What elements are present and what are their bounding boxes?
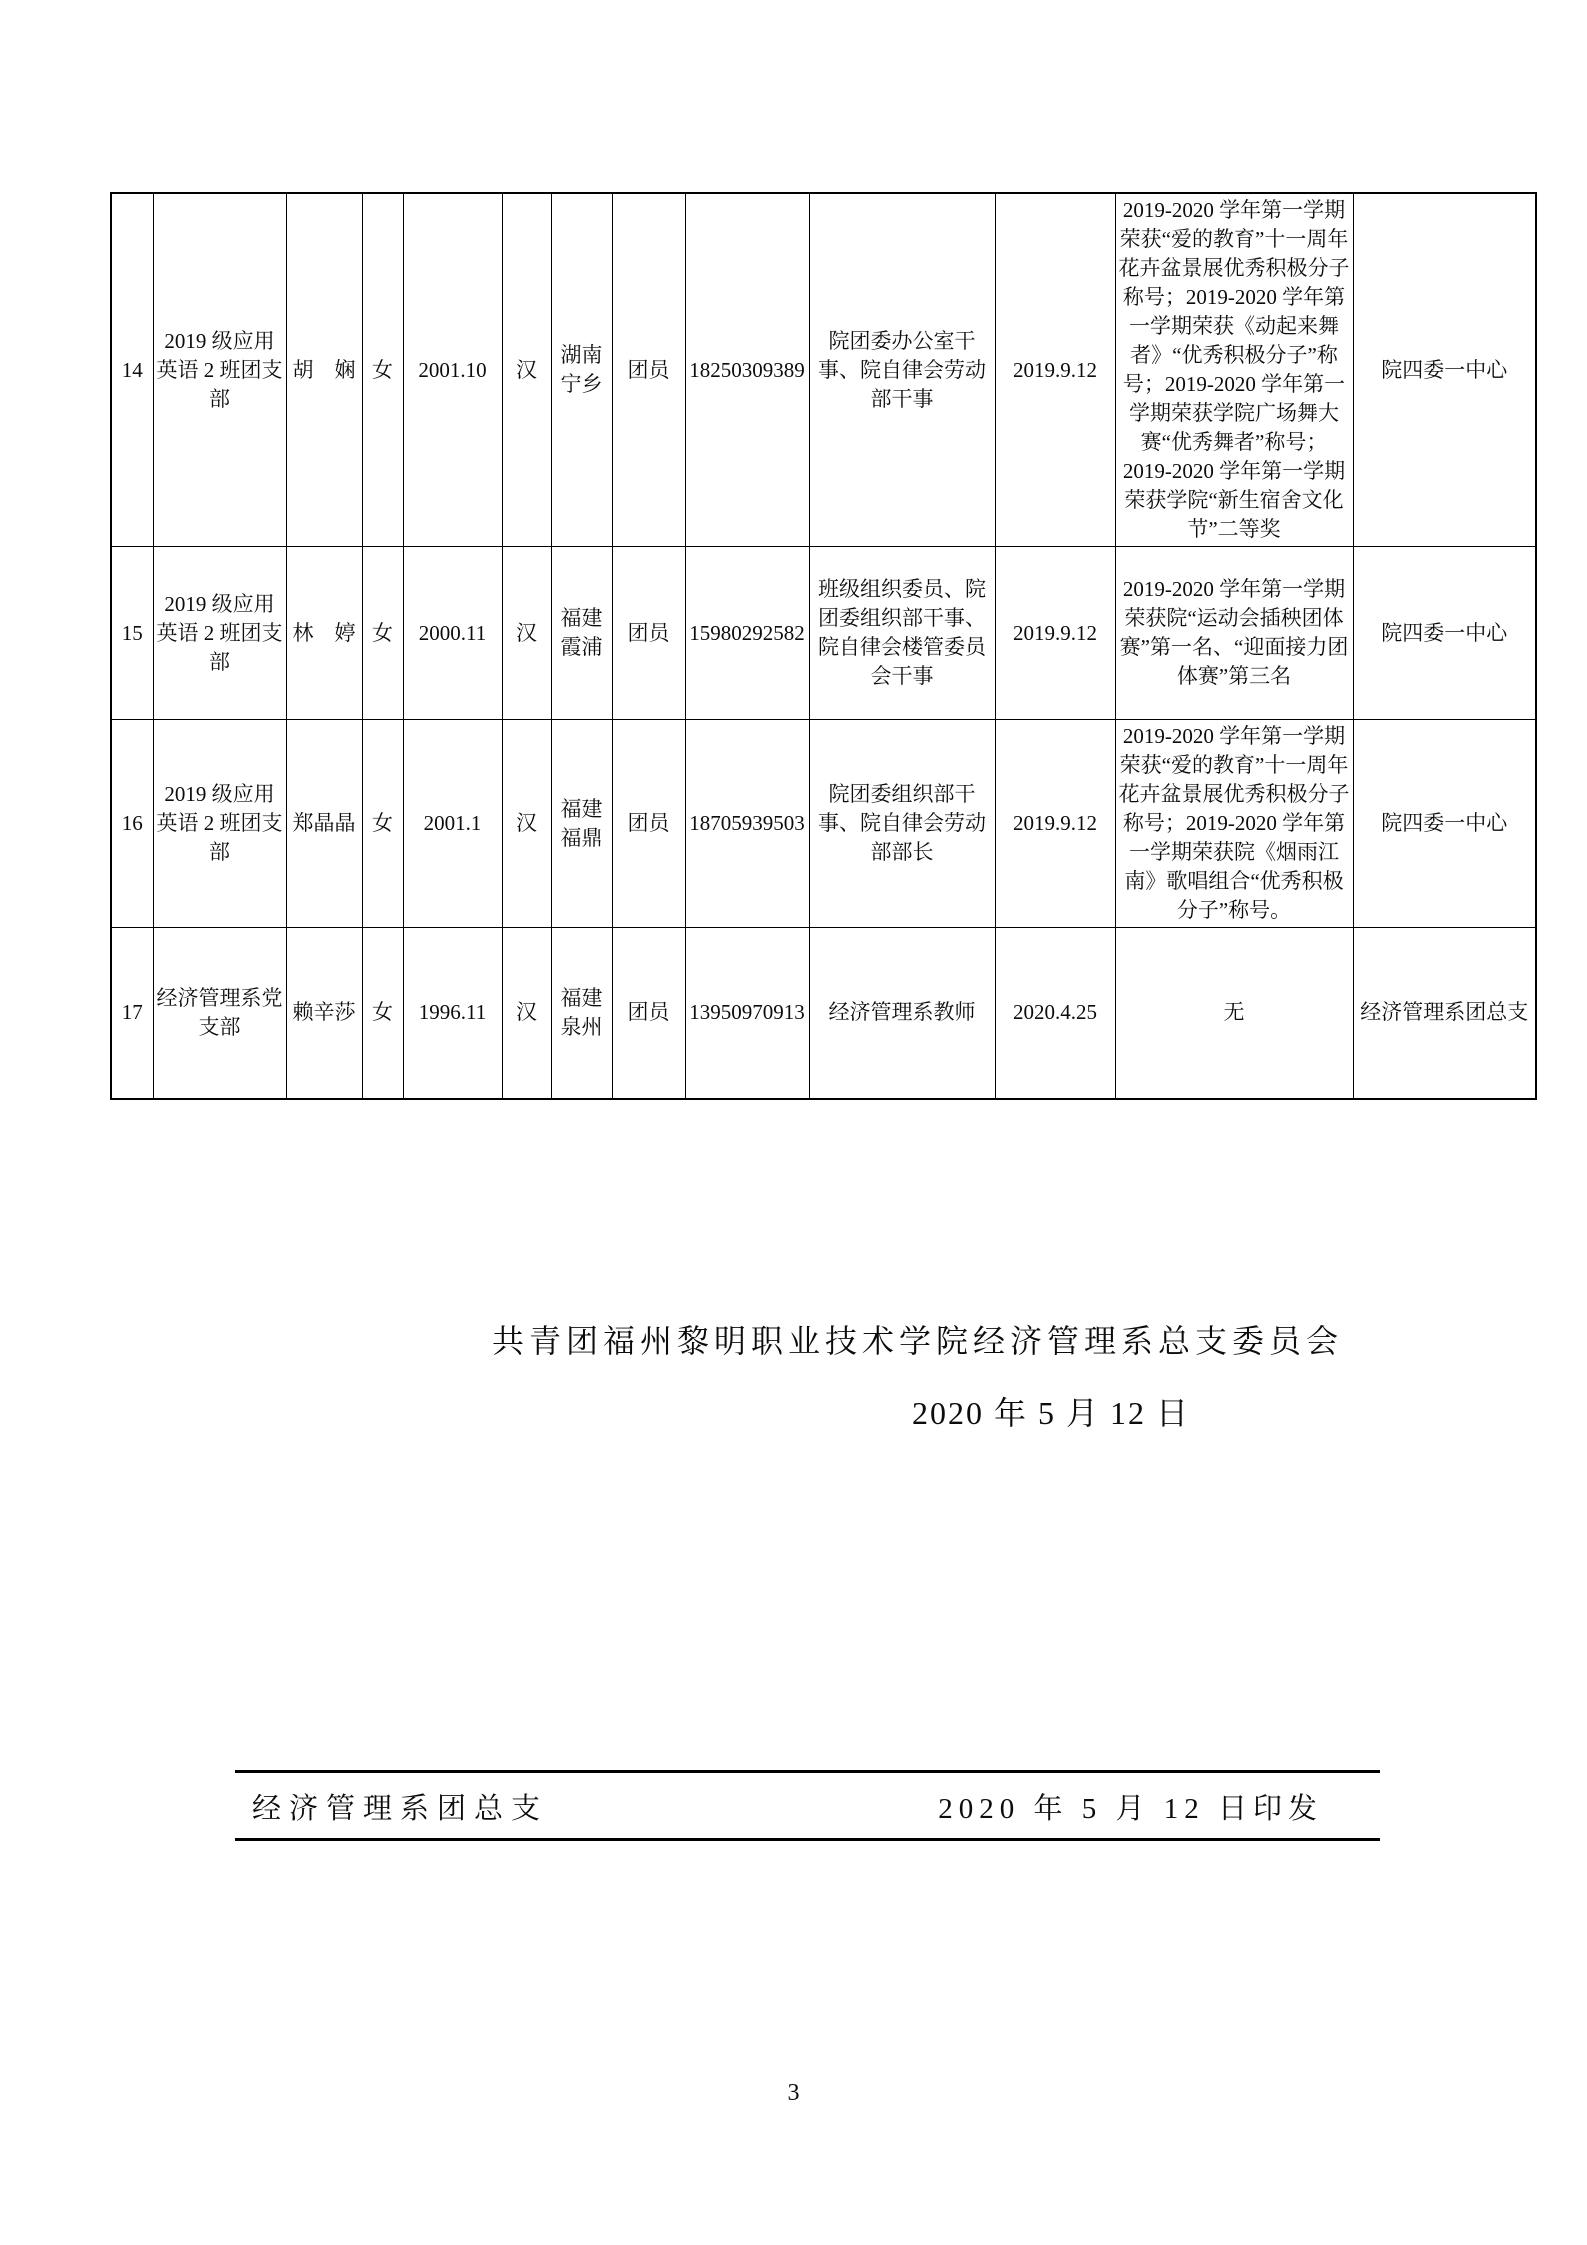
cell-hometown: 福建泉州 xyxy=(551,928,612,1099)
table-row xyxy=(111,928,1536,1099)
cell-phone: 18250309389 xyxy=(685,193,809,547)
cell-duty: 院团委办公室干事、院自律会劳动部干事 xyxy=(809,193,995,547)
table-row xyxy=(111,547,1536,720)
cell-gender: 女 xyxy=(362,928,403,1099)
cell-ethnicity: 汉 xyxy=(502,193,551,547)
cell-hometown: 福建霞浦 xyxy=(551,547,612,720)
footer-issuer: 经济管理系团总支 xyxy=(252,1793,549,1825)
signature-organization: 共青团福州黎明职业技术学院经济管理系总支委员会 xyxy=(492,1323,1344,1359)
cell-name: 赖辛莎 xyxy=(286,928,362,1099)
cell-birth: 1996.11 xyxy=(403,928,502,1099)
cell-remark: 院四委一中心 xyxy=(1353,547,1536,720)
footer-print-date: 2020 年 5 月 12 日印发 xyxy=(938,1793,1323,1825)
cell-remark: 经济管理系团总支 xyxy=(1353,928,1536,1099)
cell-political-status: 团员 xyxy=(612,720,685,928)
cell-seq: 14 xyxy=(111,193,153,547)
cell-phone: 18705939503 xyxy=(685,720,809,928)
cell-seq: 15 xyxy=(111,547,153,720)
cell-honors: 2019-2020 学年第一学期荣获“爱的教育”十一周年花卉盆景展优秀积极分子称号；2019-2020 学年第一学期荣获《动起来舞者》“优秀积极分子”称号；2019-2020 学年第一学期荣获学院广场舞大赛“优秀舞者”称号；2019-2020 学年第一学期荣获学院“新生宿舍文化节”二等奖 xyxy=(1115,193,1353,547)
cell-name: 林 婷 xyxy=(286,547,362,720)
cell-political-status: 团员 xyxy=(612,928,685,1099)
cell-name: 胡 娴 xyxy=(286,193,362,547)
cell-phone: 15980292582 xyxy=(685,547,809,720)
cell-branch: 2019 级应用英语 2 班团支部 xyxy=(153,720,286,928)
cell-branch: 2019 级应用英语 2 班团支部 xyxy=(153,547,286,720)
cell-ethnicity: 汉 xyxy=(502,928,551,1099)
cell-gender: 女 xyxy=(362,193,403,547)
signature-date: 2020 年 5 月 12 日 xyxy=(912,1395,1191,1431)
cell-branch: 2019 级应用英语 2 班团支部 xyxy=(153,193,286,547)
cell-remark: 院四委一中心 xyxy=(1353,720,1536,928)
cell-branch: 经济管理系党支部 xyxy=(153,928,286,1099)
cell-phone: 13950970913 xyxy=(685,928,809,1099)
footer-rule-top xyxy=(235,1770,1380,1773)
cell-hometown: 湖南宁乡 xyxy=(551,193,612,547)
cell-duty: 院团委组织部干事、院自律会劳动部部长 xyxy=(809,720,995,928)
footer-rule-bottom xyxy=(235,1838,1380,1841)
cell-political-status: 团员 xyxy=(612,193,685,547)
page-number: 3 xyxy=(787,2080,800,2106)
cell-birth: 2001.10 xyxy=(403,193,502,547)
table-row xyxy=(111,720,1536,928)
cell-join-date: 2019.9.12 xyxy=(995,720,1115,928)
cell-ethnicity: 汉 xyxy=(502,547,551,720)
cell-ethnicity: 汉 xyxy=(502,720,551,928)
cell-name: 郑晶晶 xyxy=(286,720,362,928)
cell-political-status: 团员 xyxy=(612,547,685,720)
cell-hometown: 福建福鼎 xyxy=(551,720,612,928)
cell-honors: 2019-2020 学年第一学期荣获“爱的教育”十一周年花卉盆景展优秀积极分子称号；2019-2020 学年第一学期荣获院《烟雨江南》歌唱组合“优秀积极分子”称号。 xyxy=(1115,720,1353,928)
member-roster-table xyxy=(110,192,1537,1100)
cell-gender: 女 xyxy=(362,547,403,720)
cell-join-date: 2020.4.25 xyxy=(995,928,1115,1099)
cell-seq: 17 xyxy=(111,928,153,1099)
cell-seq: 16 xyxy=(111,720,153,928)
cell-duty: 经济管理系教师 xyxy=(809,928,995,1099)
cell-join-date: 2019.9.12 xyxy=(995,547,1115,720)
table-row xyxy=(111,193,1536,547)
cell-duty: 班级组织委员、院团委组织部干事、院自律会楼管委员会干事 xyxy=(809,547,995,720)
cell-birth: 2001.1 xyxy=(403,720,502,928)
cell-remark: 院四委一中心 xyxy=(1353,193,1536,547)
cell-honors: 无 xyxy=(1115,928,1353,1099)
cell-birth: 2000.11 xyxy=(403,547,502,720)
cell-honors: 2019-2020 学年第一学期荣获院“运动会插秧团体赛”第一名、“迎面接力团体赛”第三名 xyxy=(1115,547,1353,720)
cell-gender: 女 xyxy=(362,720,403,928)
cell-join-date: 2019.9.12 xyxy=(995,193,1115,547)
